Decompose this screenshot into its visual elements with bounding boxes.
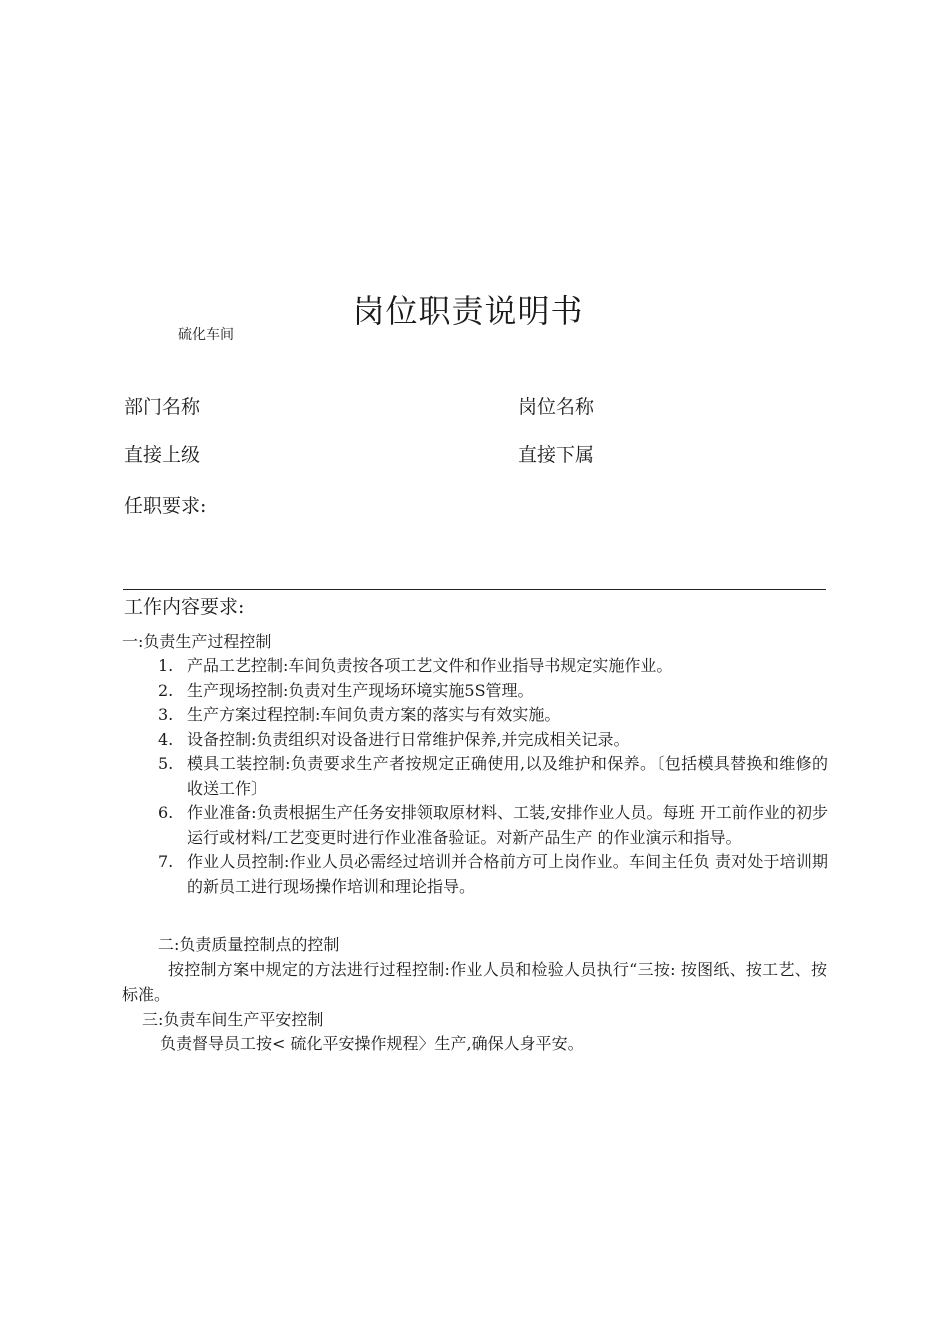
list-item <box>152 654 828 679</box>
post-name-label: 岗位名称 <box>518 396 595 418</box>
list-item-number: 7. <box>158 852 174 871</box>
page-title: 岗位职责说明书 <box>352 292 584 330</box>
list-item <box>152 679 828 704</box>
list-item <box>152 728 828 753</box>
list-item-text: 作业人员控制:作业人员必需经过培训并合格前方可上岗作业。车间主任负 责对处于培训期的新员工进行现场操作培训和理论指导。 <box>187 852 828 896</box>
list-item-number: 1. <box>158 656 174 675</box>
section-2-text: 按控制方案中规定的方法进行过程控制:作业人员和检验人员执行“三按: 按图纸、按工艺、按标准。 <box>122 960 827 1004</box>
list-item-number: 2. <box>158 680 174 700</box>
section-1-heading: 一:负责生产过程控制 <box>122 632 272 651</box>
list-item-number: 3. <box>158 705 174 724</box>
list-item-number: 5. <box>158 754 174 773</box>
list-item-text: 作业准备:负责根据生产任务安排领取原材料、工装,安排作业人员。每班 开工前作业的初步运行或材料/工艺变更时进行作业准备验证。对新产品生产 的作业演示和指导。 <box>187 803 828 847</box>
list-item-number: 6. <box>158 803 174 822</box>
list-item-text: 设备控制:负责组织对设备进行日常维护保养,并完成相关记录。 <box>187 729 630 749</box>
list-item <box>152 850 828 899</box>
department-value: 硫化车间 <box>178 327 234 343</box>
list-item <box>152 703 828 728</box>
list-item-text: 生产方案过程控制:车间负责方案的落实与有效实施。 <box>187 705 561 724</box>
list-item-text: 模具工装控制:负责要求生产者按规定正确使用,以及维护和保养。〔包括模具替换和维修的收送工作〕 <box>187 754 828 798</box>
requirements-label: 任职要求: <box>124 495 207 517</box>
work-content-heading: 工作内容要求: <box>124 596 245 618</box>
divider-line <box>123 589 826 590</box>
list-item-text: 生产现场控制:负责对生产现场环境实施5S管理。 <box>187 680 534 700</box>
dept-name-label: 部门名称 <box>124 396 201 418</box>
list-item <box>152 752 828 801</box>
list-item-number: 4. <box>158 729 174 749</box>
section-2-heading: 二:负责质量控制点的控制 <box>158 935 340 954</box>
direct-subordinate-label: 直接下属 <box>518 444 595 466</box>
list-item-text: 产品工艺控制:车间负责按各项工艺文件和作业指导书规定实施作业。 <box>187 656 673 675</box>
section-3-heading: 三:负责车间生产平安控制 <box>142 1010 324 1029</box>
direct-superior-label: 直接上级 <box>124 444 201 466</box>
list-item <box>152 801 828 850</box>
section-3-text: 负责督导员工按< 硫化平安操作规程〉生产,确保人身平安。 <box>160 1034 584 1053</box>
section-1-list <box>152 654 828 899</box>
